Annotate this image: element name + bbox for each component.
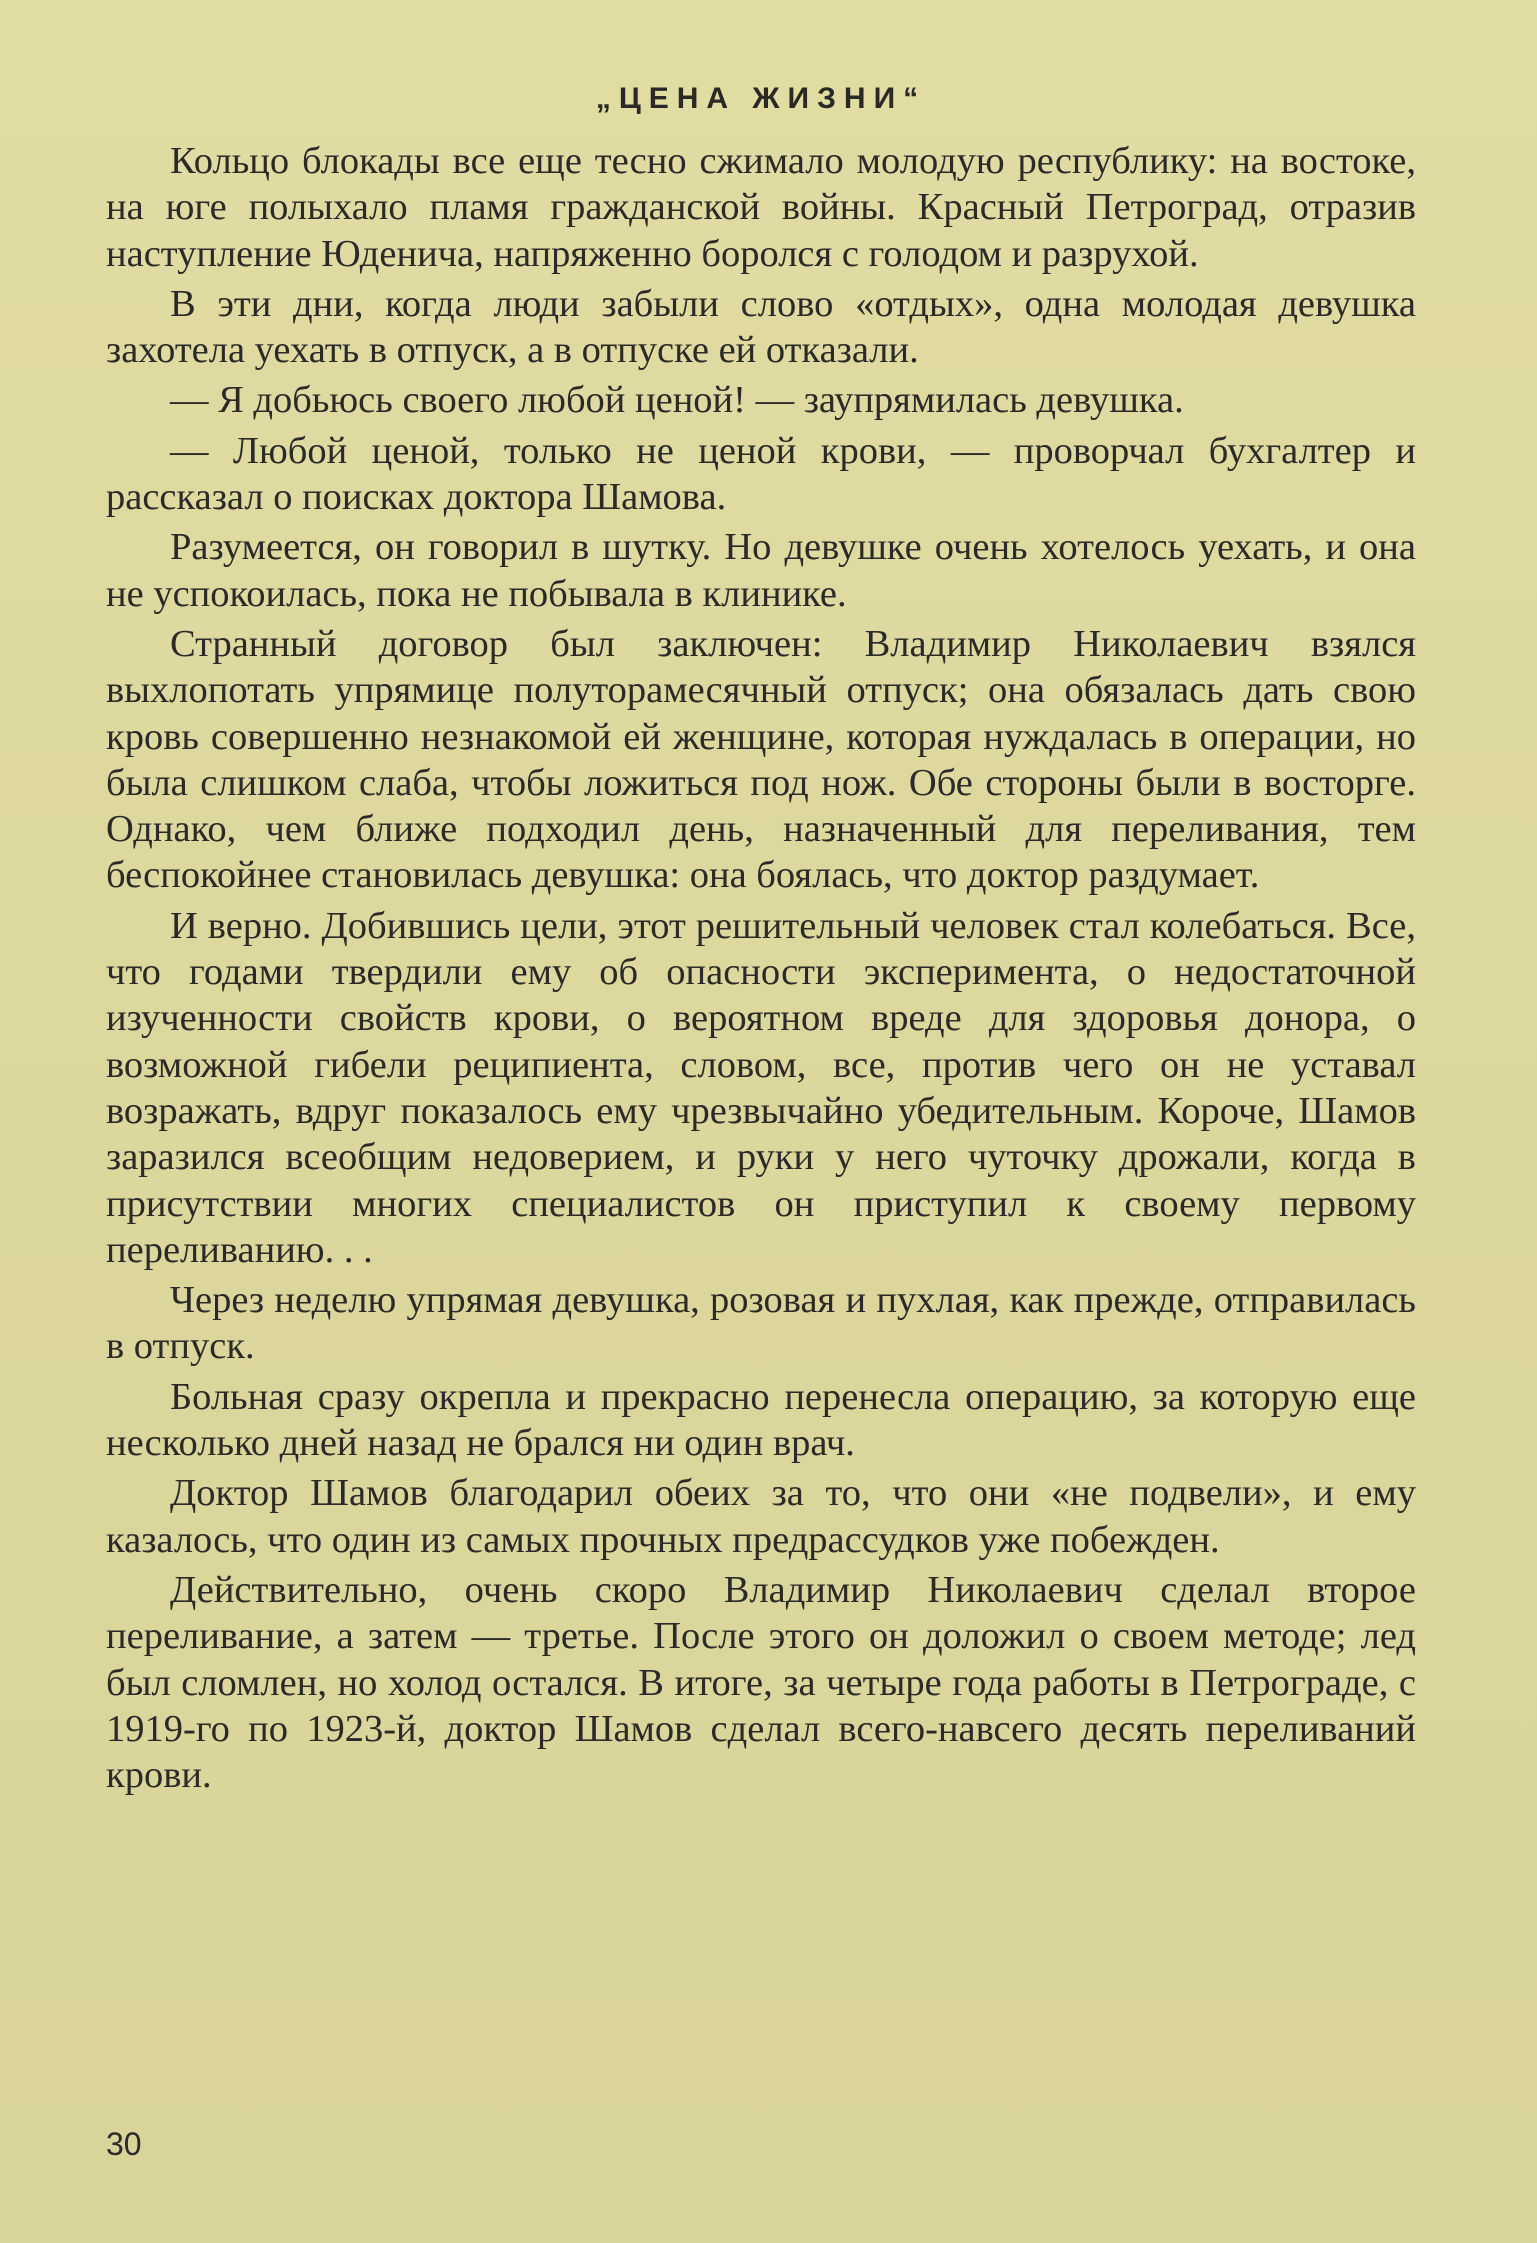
page-number: 30 xyxy=(106,2126,142,2162)
paragraph: В эти дни, когда люди забыли слово «отдых», одна молодая девушка захотела уехать в отпуск, а в отпуске ей отказали. xyxy=(106,282,1416,372)
paragraph: Через неделю упрямая девушка, розовая и пухлая, как прежде, отправилась в отпуск. xyxy=(106,1279,1416,1368)
paragraph: И верно. Добившись цели, этот решительный человек стал колебаться. Все, что годами твердили ему об опасности эксперимента, о недостаточной изученности свойств крови, о вероятном вреде для здоровья донора, о возможной гибели реципиента, словом, все, против чего он не уставал возражать, вдруг показалось ему чрезвычайно убедительным. Короче, Шамов заразился всеобщим недоверием, и руки у него чуточку дрожали, когда в присутствии многих специалистов он приступил к своему первому переливанию. . . xyxy=(106,904,1416,1271)
paragraph: Кольцо блокады все еще тесно сжимало молодую республику: на востоке, на юге полыхало пламя гражданской войны. Красный Петроград, отразив наступление Юденича, напряженно боролся с голодом и разрухой. xyxy=(106,140,1416,275)
paragraph: Больная сразу окрепла и прекрасно перенесла операцию, за которую еще несколько дней назад не брался ни один врач. xyxy=(106,1375,1416,1465)
paragraph: Разумеется, он говорил в шутку. Но девушке очень хотелось уехать, и она не успокоилась, пока не побывала в клинике. xyxy=(106,526,1416,615)
chapter-title: „ЦЕНА ЖИЗНИ“ xyxy=(595,82,927,115)
text-block xyxy=(106,70,1416,1802)
paragraph: Действительно, очень скоро Владимир Николаевич сделал второе переливание, а затем — третье. После этого он доложил о своем методе; лед был сломлен, но холод остался. В итоге, за четыре года работы в Петрограде, с 1919-го по 1923-й, доктор Шамов сделал всего-навсего десять переливаний крови. xyxy=(106,1568,1416,1797)
paragraph: — Любой ценой, только не ценой крови, — проворчал бухгалтер и рассказал о поисках доктора Шамова. xyxy=(106,429,1416,519)
paragraph: Доктор Шамов благодарил обеих за то, что они «не подвели», и ему казалось, что один из самых прочных предрассудков уже побежден. xyxy=(106,1472,1416,1561)
paragraph: — Я добьюсь своего любой ценой! — заупрямилась девушка. xyxy=(170,379,1184,422)
paragraph: Странный договор был заключен: Владимир Николаевич взялся выхлопотать упрямице полуторамесячный отпуск; она обязалась дать свою кровь совершенно незнакомой ей женщине, которая нуждалась в операции, но была слишком слаба, чтобы ложиться под нож. Обе стороны были в восторге. Однако, чем ближе подходил день, назначенный для переливания, тем беспокойнее становилась девушка: она боялась, что доктор раздумает. xyxy=(106,622,1416,897)
